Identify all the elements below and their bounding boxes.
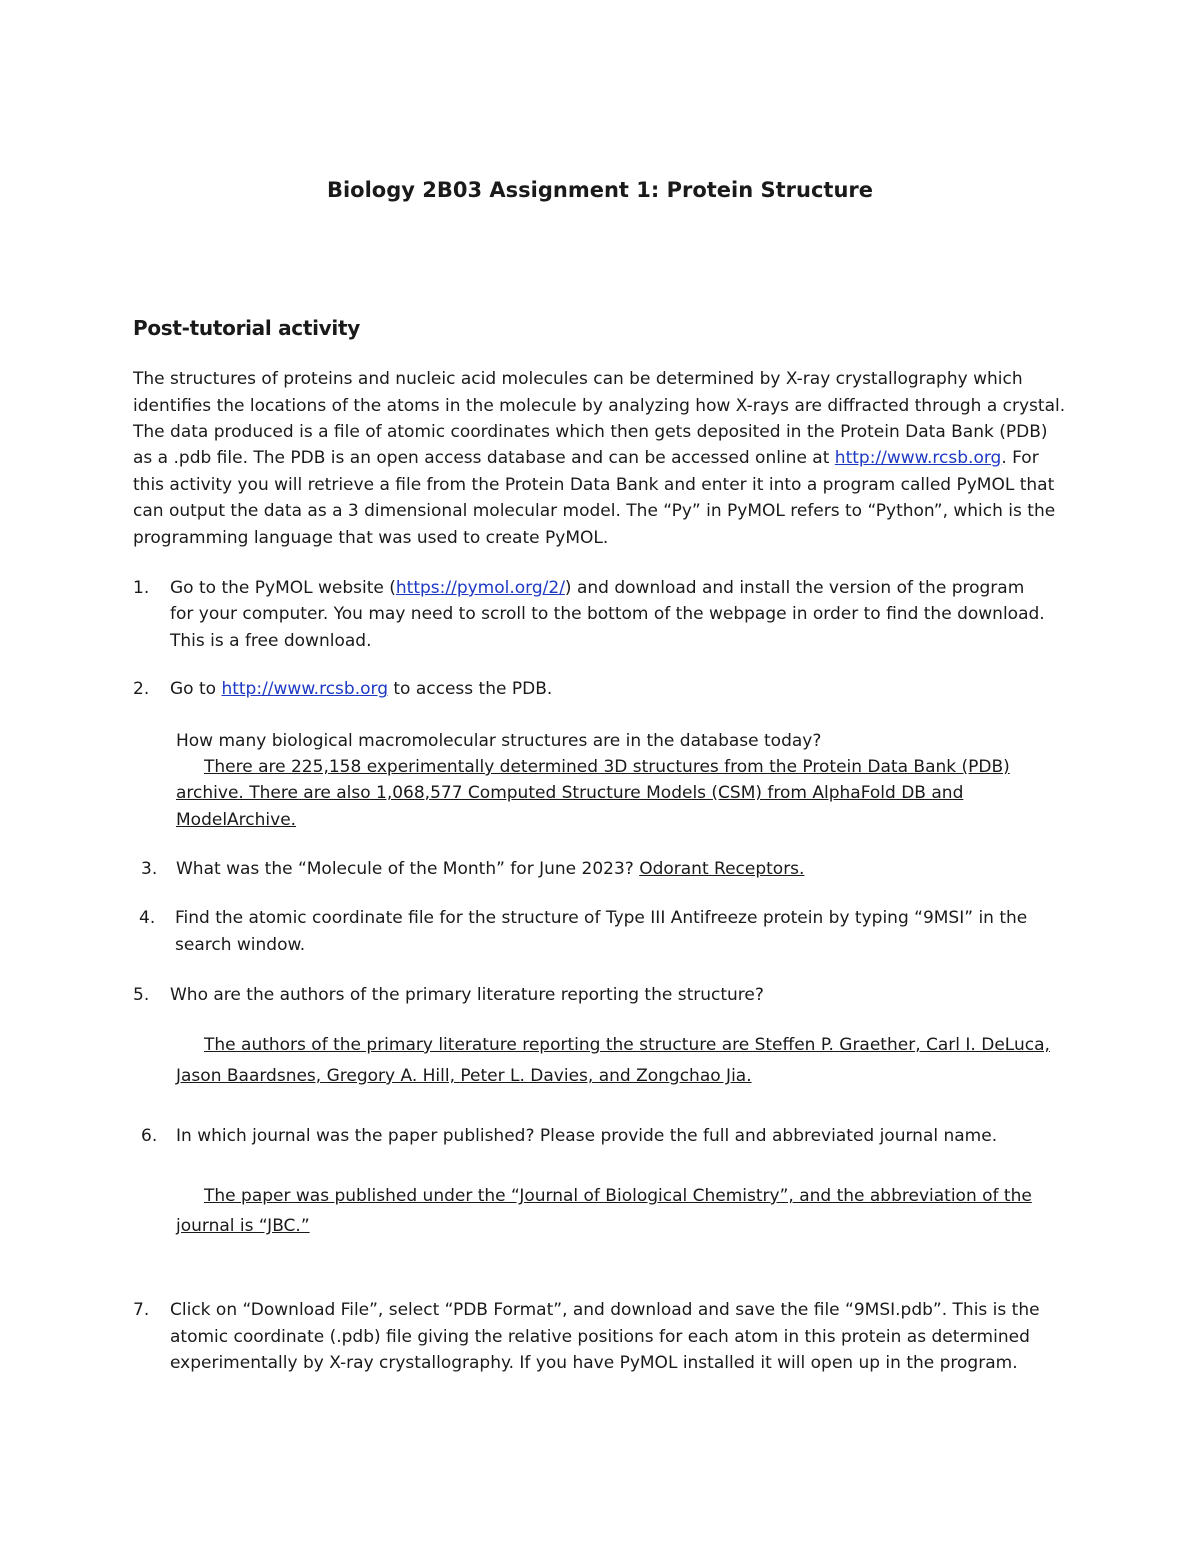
intro-text: . For [1001,448,1039,468]
item-text: Go to [170,679,222,699]
item-number: 4. [139,908,156,928]
item-text: Go to the PyMOL website ( [170,578,396,598]
item-line: Click on “Download File”, select “PDB Format”, and download and save the file “9MSI.pdb”. This is the [170,1300,1040,1320]
item-number: 7. [133,1300,150,1320]
item-line: experimentally by X-ray crystallography. If you have PyMOL installed it will open up in the program. [170,1353,1018,1373]
pymol-link[interactable]: https://pymol.org/2/ [395,578,565,598]
answer-text: archive. There are also 1,068,577 Computed Structure Models (CSM) from AlphaFold DB and [176,783,964,803]
item-line: for your computer. You may need to scroll to the bottom of the webpage in order to find the download. [170,604,1045,624]
item-line: atomic coordinate (.pdb) file giving the relative positions for each atom in this protein as determined [170,1327,1030,1347]
item-number: 1. [133,578,150,598]
question-text: How many biological macromolecular structures are in the database today? [176,731,822,751]
answer-text: Odorant Receptors. [639,859,805,879]
rcsb-link[interactable]: http://www.rcsb.org [221,679,388,699]
item-line: This is a free download. [170,631,372,651]
item-line: Find the atomic coordinate file for the structure of Type III Antifreeze protein by typing “9MSI” in the [175,908,1028,928]
item-number: 3. [141,859,158,879]
answer-text: The authors of the primary literature reporting the structure are Steffen P. Graether, Carl I. DeLuca, [204,1035,1050,1055]
item-text: ) and download and install the version of the program [564,578,1025,598]
answer-text: The paper was published under the “Journal of Biological Chemistry”, and the abbreviation of the [204,1186,1032,1206]
item-line [170,577,1024,599]
intro-line: can output the data as a 3 dimensional molecular model. The “Py” in PyMOL refers to “Python”, which is the [133,501,1056,521]
item-line [170,678,552,700]
item-number: 6. [141,1126,158,1146]
item-line: search window. [175,935,306,955]
intro-line: The data produced is a file of atomic coordinates which then gets deposited in the Protein Data Bank (PDB) [133,422,1048,442]
question-text: Who are the authors of the primary literature reporting the structure? [170,985,764,1005]
intro-text: as a .pdb file. The PDB is an open access database and can be accessed online at [133,448,835,468]
answer-text: ModelArchive. [176,810,297,830]
answer-text: There are 225,158 experimentally determined 3D structures from the Protein Data Bank (PDB) [204,757,1010,777]
intro-line: The structures of proteins and nucleic acid molecules can be determined by X-ray crystallography which [133,369,1023,389]
intro-line: programming language that was used to create PyMOL. [133,528,609,548]
item-number: 5. [133,985,150,1005]
item-line [176,858,804,880]
intro-line: identifies the locations of the atoms in the molecule by analyzing how X-rays are diffracted through a crystal. [133,396,1066,416]
answer-text: journal is “JBC.” [176,1216,310,1236]
rcsb-link[interactable]: http://www.rcsb.org [834,448,1002,468]
item-text: to access the PDB. [387,679,553,699]
intro-line [133,447,1039,469]
answer-text: Jason Baardsnes, Gregory A. Hill, Peter L. Davies, and Zongchao Jia. [176,1066,752,1086]
question-text: What was the “Molecule of the Month” for June 2023? [176,859,640,879]
question-text: In which journal was the paper published? Please provide the full and abbreviated journal name. [176,1126,998,1146]
section-heading: Post-tutorial activity [133,316,360,340]
item-number: 2. [133,679,150,699]
intro-line: this activity you will retrieve a file from the Protein Data Bank and enter it into a program called PyMOL that [133,475,1055,495]
document-title: Biology 2B03 Assignment 1: Protein Structure [326,178,874,202]
